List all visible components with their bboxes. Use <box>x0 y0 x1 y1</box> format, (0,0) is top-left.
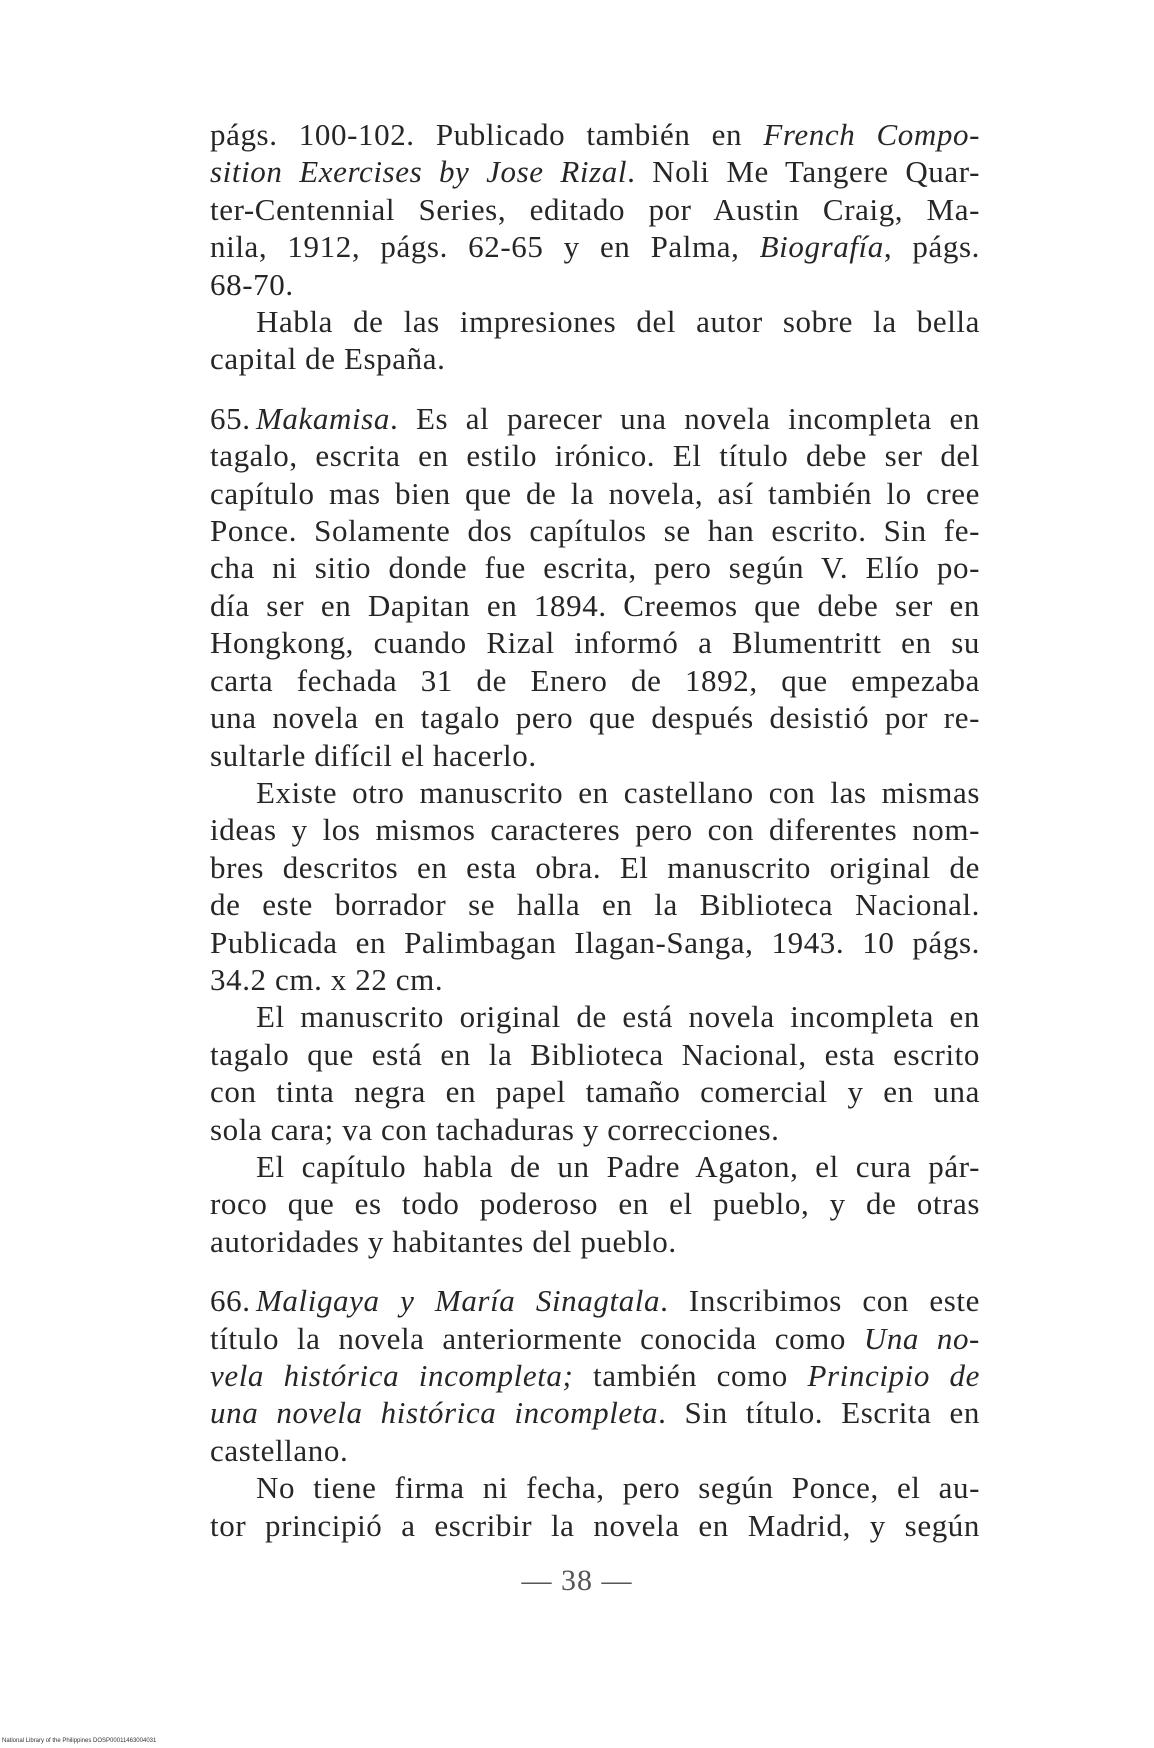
text-line: No tiene firma ni fecha, pero según Ponce, el au- <box>256 1470 980 1506</box>
scan-footer: National Library of the Philippines DOSP00011463004031 <box>2 1738 157 1744</box>
text-line: una novela en tagalo pero que después desistió por re- <box>210 700 980 736</box>
text-line: una novela histórica incompleta. Sin título. Escrita en <box>210 1395 980 1431</box>
text-line: Publicada en Palimbagan Ilagan-Sanga, 1943. 10 págs. <box>210 924 980 960</box>
text-line: autoridades y habitantes del pueblo. <box>210 1223 677 1259</box>
text-line: tor principió a escribir la novela en Madrid, y según <box>210 1507 980 1543</box>
text-line: tagalo, escrita en estilo irónico. El título debe ser del <box>210 438 980 474</box>
entry-number: 66. <box>210 1283 251 1319</box>
text-line: ideas y los mismos caracteres pero con diferentes nom- <box>210 812 980 848</box>
text-line: tagalo que está en la Biblioteca Nacional, esta escrito <box>210 1036 980 1072</box>
text-line: sultarle difícil el hacerlo. <box>210 737 537 773</box>
text-line: 34.2 cm. x 22 cm. <box>210 961 444 997</box>
page-number: — 38 — <box>521 1564 633 1597</box>
page-body <box>210 116 980 1544</box>
text-line: de este borrador se halla en la Biblioteca Nacional. <box>210 887 980 923</box>
text-line: ter-Centennial Series, editado por Austin Craig, Ma- <box>210 191 980 227</box>
text-line: El manuscrito original de está novela incompleta en <box>256 999 980 1035</box>
entry-number: 65. <box>210 400 251 436</box>
text-line: Ponce. Solamente dos capítulos se han escrito. Sin fe- <box>210 513 980 549</box>
entry-title: Makamisa <box>256 400 390 436</box>
text-line: vela histórica incompleta; también como Principio de <box>210 1358 980 1393</box>
text-line: capital de España. <box>210 341 446 377</box>
text-line: págs. 100-102. Publicado también en French Compo- <box>210 117 980 152</box>
text-line: roco que es todo poderoso en el pueblo, y de otras <box>210 1186 980 1222</box>
text-line: capítulo mas bien que de la novela, así también lo cree <box>210 475 980 511</box>
text-line: día ser en Dapitan en 1894. Creemos que debe ser en <box>210 587 980 623</box>
entry-65-heading: 65. Makamisa. Es al parecer una novela incompleta en <box>210 400 980 436</box>
text-line: bres descritos en esta obra. El manuscrito original de <box>210 849 980 885</box>
text-line: sition Exercises by Jose Rizal. Noli Me Tangere Quar- <box>210 154 980 190</box>
text-line: Existe otro manuscrito en castellano con las mismas <box>256 774 980 810</box>
text-line: Hongkong, cuando Rizal informó a Blumentritt en su <box>210 625 980 661</box>
text-line: El capítulo habla de un Padre Agaton, el cura pár- <box>256 1148 980 1184</box>
entry-66-heading: 66. Maligaya y María Sinagtala. Inscribimos con este <box>210 1283 980 1319</box>
text-line: nila, 1912, págs. 62-65 y en Palma, Biografía, págs. <box>210 229 980 265</box>
entry-title: Maligaya y María Sinagtala <box>256 1283 661 1319</box>
text-line: Habla de las impresiones del autor sobre la bella <box>256 304 980 340</box>
text-line: castellano. <box>210 1432 349 1468</box>
text-line: sola cara; va con tachaduras y correcciones. <box>210 1111 780 1147</box>
text-line: cha ni sitio donde fue escrita, pero según V. Elío po- <box>210 550 980 586</box>
text-line: 68-70. <box>210 266 294 302</box>
text-line: título la novela anteriormente conocida como Una no- <box>210 1320 980 1356</box>
text-line: con tinta negra en papel tamaño comercial y en una <box>210 1074 980 1110</box>
text-line: carta fechada 31 de Enero de 1892, que empezaba <box>210 662 980 698</box>
